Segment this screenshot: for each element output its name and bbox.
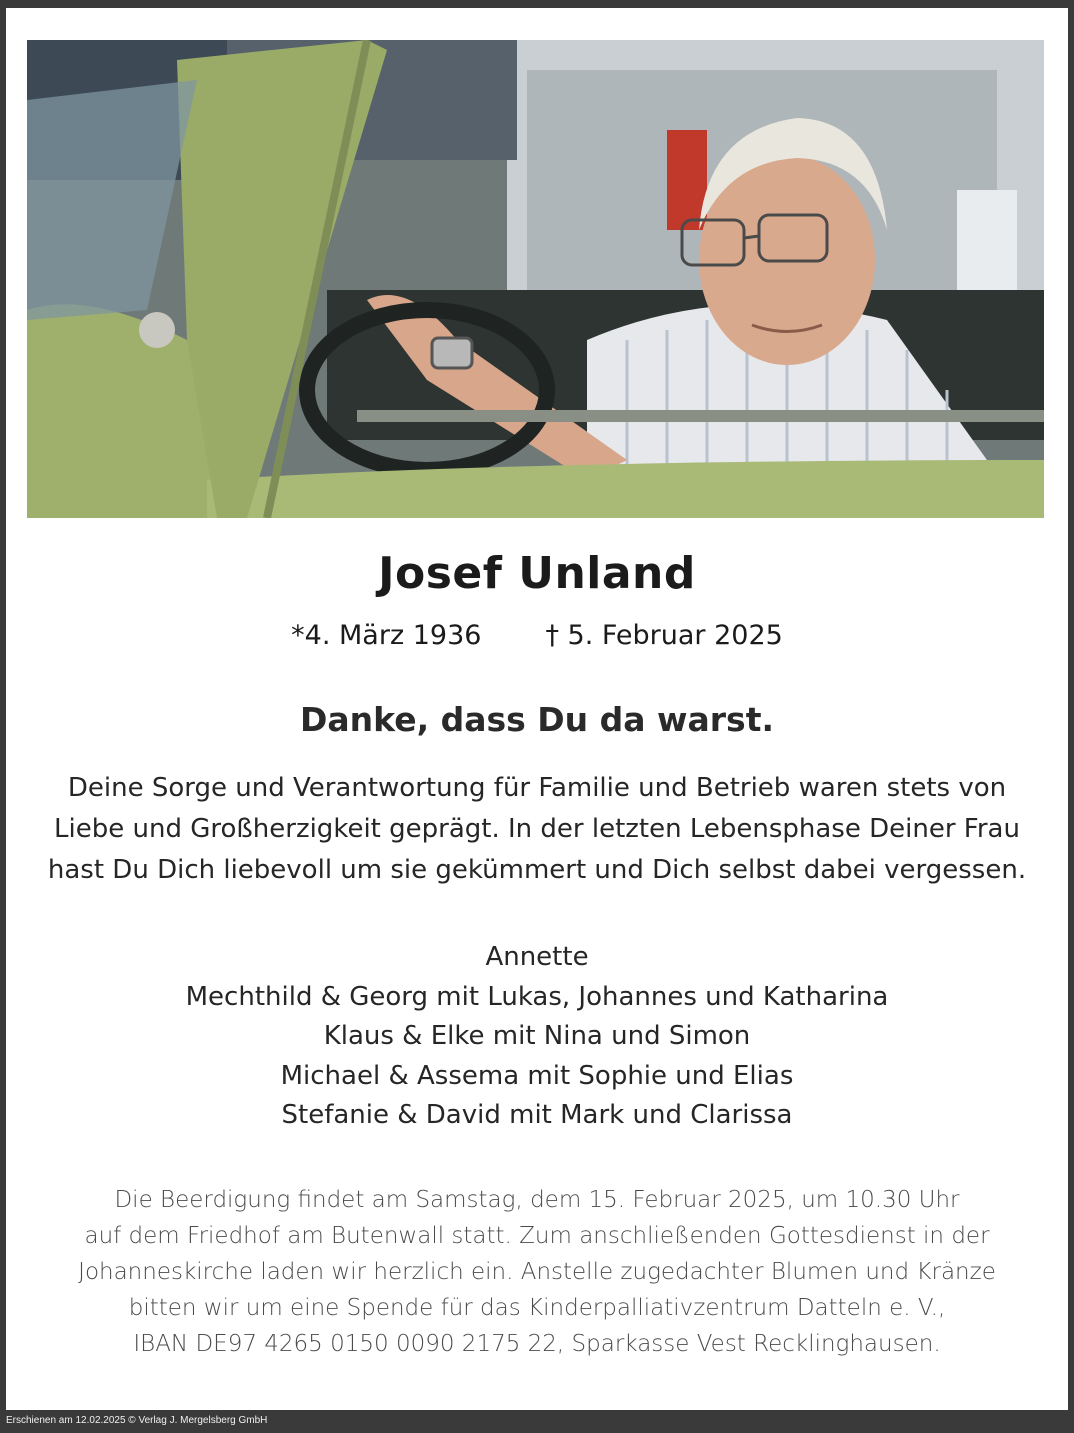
life-dates	[6, 620, 1068, 651]
thanks-heading: Danke, dass Du da warst.	[299, 700, 775, 739]
publication-footer: Erschienen am 12.02.2025 © Verlag J. Mergelsberg GmbH	[6, 1415, 268, 1426]
death-date: † 5. Februar 2025	[545, 620, 783, 651]
funeral-line: bitten wir um eine Spende für das Kinderpalliativzentrum Datteln e. V.,	[128, 1295, 946, 1321]
tribute-line: Liebe und Großherzigkeit geprägt. In der letzten Lebensphase Deiner Frau	[54, 814, 1020, 844]
funeral-line: auf dem Friedhof am Butenwall statt. Zum anschließenden Gottesdienst in der	[84, 1223, 990, 1249]
mourner-line: Stefanie & David mit Mark und Clarissa	[281, 1100, 793, 1130]
tribute-line: hast Du Dich liebevoll um sie gekümmert und Dich selbst dabei vergessen.	[47, 855, 1027, 885]
mourner-line: Klaus & Elke mit Nina und Simon	[323, 1021, 751, 1051]
mourner-line: Annette	[485, 942, 589, 972]
photo-illustration	[27, 40, 1044, 518]
mourners-list	[6, 938, 1068, 1136]
funeral-details	[6, 1182, 1068, 1362]
tribute-paragraph	[6, 768, 1068, 891]
funeral-line: IBAN DE97 4265 0150 0090 2175 22, Sparkasse Vest Recklinghausen.	[133, 1331, 941, 1357]
birth-date: *4. März 1936	[291, 620, 482, 651]
obituary-page	[6, 8, 1068, 1410]
mourner-line: Michael & Assema mit Sophie und Elias	[280, 1060, 794, 1091]
tribute-line: Deine Sorge und Verantwortung für Familie und Betrieb waren stets von	[67, 773, 1007, 803]
deceased-name: Josef Unland	[378, 548, 696, 599]
funeral-line: Johanneskirche laden wir herzlich ein. Anstelle zugedachter Blumen und Kränze	[78, 1259, 996, 1285]
funeral-line: Die Beerdigung findet am Samstag, dem 15. Februar 2025, um 10.30 Uhr	[114, 1187, 960, 1213]
portrait-photo	[27, 40, 1044, 518]
mourner-line: Mechthild & Georg mit Lukas, Johannes und Katharina	[185, 981, 889, 1012]
